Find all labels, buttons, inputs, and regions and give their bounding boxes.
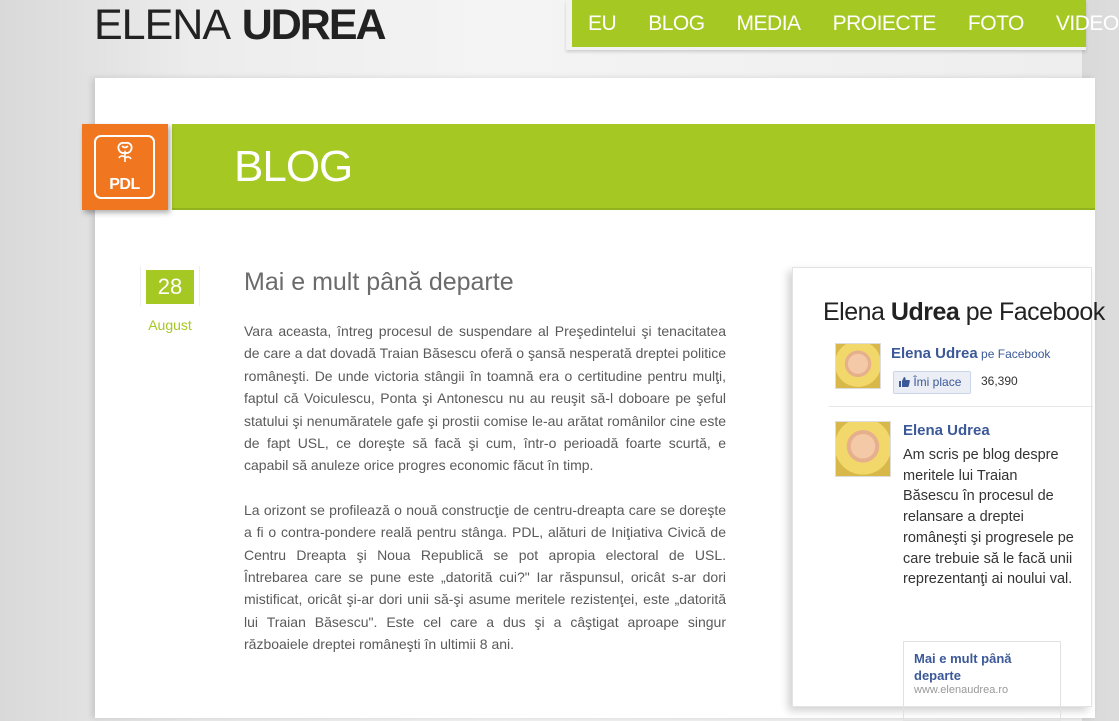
page-avatar[interactable] [835,343,881,389]
like-count: 36,390 [981,374,1018,388]
facebook-title-pre: Elena [823,298,891,326]
shared-link-card[interactable] [903,641,1061,721]
facebook-widget [792,267,1105,707]
logo-first-name: ELENA [94,1,231,49]
nav-foto[interactable]: FOTO [967,11,1024,35]
facebook-title-bold: Udrea [890,298,960,326]
post-paragraph-1: Vara aceasta, întreg procesul de suspendare al Preşedintelui şi tenacitatea de care a dat dovadă Traian Băsescu oferă o şansă nesperată dreptei politice româneşti. De unde victoria stângii în toamnă era o certitudine pentru mulţi, faptul că Voiculescu, Ponta şi Antonescu nu au reuşit să-l doboare pe şeful statului şi nenumăratele gafe şi prostii comise le-au arătat românilor cine este de fapt USL, ce doreşte să facă şi cum, într-o perioadă foarte scurtă, e capabil să anuleze orice progres economic făcut în timp. [244,323,726,474]
post-paragraph-2: La orizont se profilează o nouă construcţie de centru-dreapta care se doreşte a fi o contra-pondere reală pentru stânga. PDL, alături de Iniţiativa Civică de Centru Dreapta şi Noua Republică se pot apropia electoral de USL. Întrebarea care se pune este „datorită cui?" Iar răspunsul, oricât s-ar dori mistificat, oricât şi-ar dori unii să-şi asume meritele rezistenţei, este „datorită lui Traian Băsescu". Este cel care a dus şi a câştigat aproape singur războaiele dreptei româneşti în ultimii 8 ani. [244,501,726,653]
facebook-divider [829,406,1093,407]
nav-media[interactable]: MEDIA [736,11,801,35]
logo-last-name: UDREA [241,1,385,49]
nav-blog[interactable]: BLOG [648,11,705,35]
shared-link-title[interactable]: Mai e mult până departe [914,651,1012,683]
post-date-month: August [148,317,192,333]
pdl-logo-badge[interactable] [82,124,168,210]
facebook-post-text: Am scris pe blog despre meritele lui Traian Băsescu în procesul de relansare a dreptei româneşti şi progresele pe care trebuie să le facă unii reprezentanţi ai noului val. [903,447,1074,588]
nav-video[interactable]: VIDEO [1055,11,1119,35]
thumbs-up-icon [898,375,913,389]
facebook-page-link[interactable] [891,345,1050,362]
banner-divider [168,124,172,210]
site-logo[interactable] [94,2,385,48]
shared-link-url: www.elenaudrea.ro [914,684,1009,696]
like-button-label: Îmi place [913,375,962,389]
nav-eu[interactable]: EU [588,11,617,35]
facebook-title-post: pe Facebook [959,298,1105,326]
like-button[interactable] [893,371,971,394]
post-author-avatar[interactable] [835,421,891,477]
facebook-page-suffix: pe Facebook [977,347,1051,361]
facebook-page-name: Elena Udrea [891,345,978,362]
pdl-logo-frame [94,135,155,199]
section-title: BLOG [234,142,353,191]
post-body [244,320,726,678]
post-date-day: 28 [146,270,194,304]
post-author-name[interactable]: Elena Udrea [903,422,990,439]
post-title[interactable]: Mai e mult până departe [244,268,514,296]
facebook-widget-title [823,298,1105,327]
pdl-label: PDL [109,176,140,193]
rose-icon [110,140,140,169]
main-navigation [566,0,1119,50]
nav-proiecte[interactable]: PROIECTE [832,11,936,35]
